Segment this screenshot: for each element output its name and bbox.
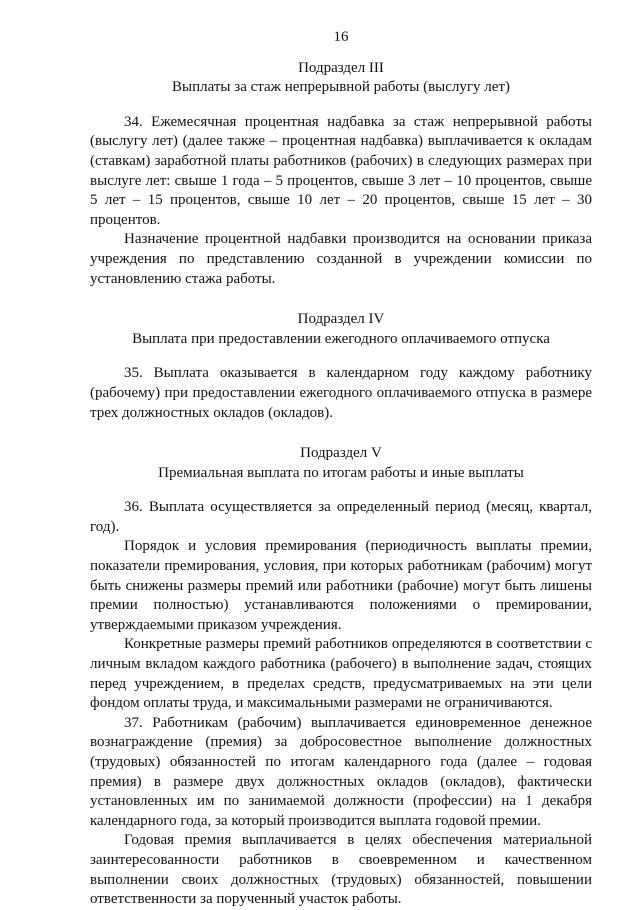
subsection-3-title: Выплаты за стаж непрерывной работы (выслугу лет): [172, 79, 510, 96]
paragraph-34: 34. Ежемесячная процентная надбавка за стаж непрерывной работы (выслугу лет) (далее также – процентная надбавка) выплачивается к окладам (ставкам) заработной платы работников (рабочих) в следующих размерах при выслуге лет: свыше 1 года – 5 процентов, свыше 3 лет – 10 процентов, свыше 5 лет – 15 процентов, свыше 10 лет – 20 процентов, свыше 15 лет – 30 процентов.: [90, 113, 592, 228]
paragraph-35: 35. Выплата оказывается в календарном году каждому работнику (рабочему) при предоставлении ежегодного оплачиваемого отпуска в размере трех должностных окладов (окладов).: [90, 365, 592, 421]
subsection-3: [90, 59, 592, 290]
subsection-4-number: Подраздел IV: [297, 311, 385, 328]
page-number: 16: [333, 29, 349, 45]
paragraph-34-appointment: Назначение процентной надбавки производится на основании приказа учреждения по представлению созданной в учреждении комиссии по установлению стажа работы.: [90, 231, 592, 287]
paragraph-37: 37. Работникам (рабочим) выплачивается единовременное денежное вознаграждение (премия) за добросовестное выполнение должностных (трудовых) обязанностей по итогам календарного года (далее – годовая премия) в размере двух должностных окладов (окладов), фактически установленных им по занимаемой должности (профессии) на 1 декабря календарного года, за который производится выплата годовой премии.: [90, 714, 592, 829]
paragraph-36: 36. Выплата осуществляется за определенный период (месяц, квартал, год).: [90, 499, 592, 535]
subsection-3-number: Подраздел III: [298, 59, 384, 76]
paragraph-36-bonus-procedure: Порядок и условия премирования (периодичность выплаты премии, показатели премирования, условия, при которых работникам (рабочим) могут быть снижены размеры премий или работники (рабочие) могут быть лишены премии полностью) устанавливаются положениями о премировании, утверждаемыми приказом учреждения.: [90, 538, 592, 633]
subsection-5-number: Подраздел V: [300, 445, 382, 462]
subsection-4-title: Выплата при предоставлении ежегодного оплачиваемого отпуска: [132, 330, 550, 347]
paragraph-36-bonus-amounts: Конкретные размеры премий работников определяются в соответствии с личным вкладом каждого работника (рабочего) в выполнение задач, стоящих перед учреждением, в пределах средств, предусматриваемых на эти цели фондом оплаты труда, и максимальными размерами не ограничиваются.: [90, 636, 592, 712]
subsection-5-title: Премиальная выплата по итогам работы и иные выплаты: [158, 464, 524, 481]
paragraph-37-annual-bonus-purpose: Годовая премия выплачивается в целях обеспечения материальной заинтересованности работников в своевременном и качественном выполнении своих должностных (трудовых) обязанностей, повышении ответственности за порученный участок работы.: [90, 832, 592, 908]
subsection-4: [90, 310, 592, 423]
subsection-5: [90, 444, 592, 910]
